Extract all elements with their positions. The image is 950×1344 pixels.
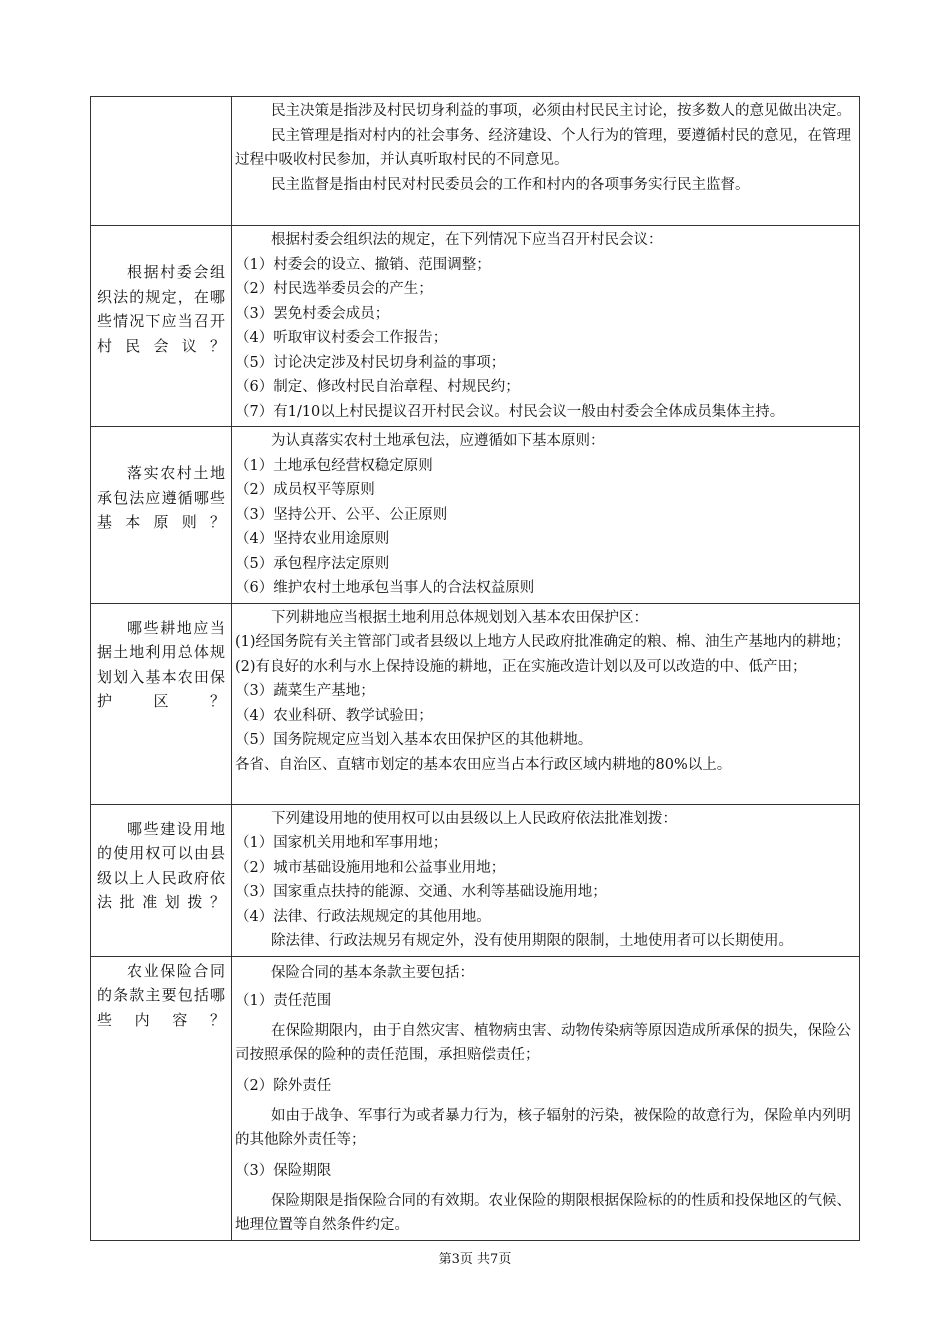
answer-line: 民主监督是指由村民对村民委员会的工作和村内的各项事务实行民主监督。 (271, 176, 750, 193)
answer-cell (232, 804, 860, 956)
answer-line: （3）蔬菜生产基地； (235, 683, 375, 699)
answer-cell (232, 427, 860, 604)
answer-line: （6）制定、修改村民自治章程、村规民约； (235, 379, 520, 395)
answer-line: 各省、自治区、直辖市划定的基本农田应当占本行政区域内耕地的80%以上。 (235, 756, 732, 773)
table-row (91, 97, 860, 226)
answer-line: 为认真落实农村土地承包法，应遵循如下基本原则： (271, 433, 605, 449)
answer-line: （5）讨论决定涉及村民切身利益的事项； (235, 354, 506, 371)
answer-line: 下列建设用地的使用权可以由县级以上人民政府依法批准划拨： (271, 810, 677, 827)
answer-line: 保险合同的基本条款主要包括： (271, 964, 474, 981)
answer-line: （1）国家机关用地和军事用地； (235, 835, 448, 851)
answer-line: （7）有1/10以上村民提议召开村民会议。村民会议一般由村委会全体成员集体主持。 (235, 403, 785, 420)
answer-line: （3）保险期限 (235, 1162, 332, 1179)
answer-line: （3）罢免村委会成员； (235, 305, 390, 322)
answer-line: （5）国务院规定应当划入基本农田保护区的其他耕地。 (235, 732, 593, 748)
answer-line: 如由于战争、军事行为或者暴力行为，核子辐射的污染，被保险的故意行为，保险单内列明的其他除外责任等； (235, 1107, 851, 1148)
answer-line: （2）村民选举委员会的产生； (235, 281, 433, 297)
question-cell (91, 427, 232, 604)
answer-line: 保险期限是指保险合同的有效期。农业保险的期限根据保险标的的性质和投保地区的气候、地理位置等自然条件约定。 (235, 1192, 851, 1233)
answer-cell (232, 226, 860, 427)
answer-cell (232, 97, 860, 226)
answer-line: (2)有良好的水利与水上保持设施的耕地，正在实施改造计划以及可以改造的中、低产田； (235, 658, 807, 675)
question-text: 农业保险合同的条款主要包括哪些内容？ (97, 961, 225, 1029)
table-row (91, 956, 860, 1240)
answer-line: （1）责任范围 (235, 992, 332, 1009)
table-row (91, 226, 860, 427)
question-text: 根据村委会组织法的规定，在哪些情况下应当召开村民会议？ (97, 263, 225, 355)
question-cell (91, 97, 232, 226)
answer-line: 在保险期限内，由于自然灾害、植物病虫害、动物传染病等原因造成所承保的损失，保险公司按照承保的险种的责任范围，承担赔偿责任； (235, 1022, 851, 1063)
answer-line: （4）坚持农业用途原则 (235, 531, 390, 547)
answer-line: （3）国家重点扶持的能源、交通、水利等基础设施用地； (235, 884, 607, 900)
answer-line: （1）土地承包经营权稳定原则 (235, 457, 433, 474)
question-cell (91, 804, 232, 956)
answer-line: （2）成员权平等原则 (235, 482, 375, 498)
answer-line: (1)经国务院有关主管部门或者县级以上地方人民政府批准确定的粮、棉、油生产基地内的耕地； (235, 634, 851, 650)
answer-line: 除法律、行政法规另有规定外，没有使用期限的限制，土地使用者可以长期使用。 (271, 933, 793, 949)
question-text: 落实农村土地承包法应遵循哪些基本原则？ (97, 464, 225, 531)
table-row (91, 603, 860, 804)
question-text: 哪些耕地应当据土地利用总体规划划入基本农田保护区？ (97, 618, 225, 710)
answer-line: （4）听取审议村委会工作报告； (235, 330, 448, 346)
question-text: 哪些建设用地的使用权可以由县级以上人民政府依法批准划拨？ (97, 819, 225, 911)
answer-line: 下列耕地应当根据土地利用总体规划划入基本农田保护区： (271, 609, 648, 626)
answer-line: （2）除外责任 (235, 1077, 332, 1094)
answer-cell (232, 956, 860, 1240)
table-row (91, 427, 860, 604)
answer-line: 根据村委会组织法的规定，在下列情况下应当召开村民会议： (271, 232, 663, 248)
question-cell (91, 956, 232, 1240)
answer-line: （5）承包程序法定原则 (235, 555, 390, 572)
question-cell (91, 603, 232, 804)
answer-cell (232, 603, 860, 804)
answer-line: 民主管理是指对村内的社会事务、经济建设、个人行为的管理，要遵循村民的意见，在管理过程中吸收村民参加，并认真听取村民的不同意见。 (235, 127, 851, 168)
answer-line: （4）法律、行政法规规定的其他用地。 (235, 908, 491, 925)
answer-line: （2）城市基础设施用地和公益事业用地； (235, 859, 506, 876)
answer-line: （4）农业科研、教学试验田； (235, 707, 433, 724)
question-cell (91, 226, 232, 427)
qa-table (90, 96, 860, 1241)
answer-line: 民主决策是指涉及村民切身利益的事项，必须由村民民主讨论，按多数人的意见做出决定。 (271, 103, 851, 119)
answer-line: （1）村委会的设立、撤销、范围调整； (235, 256, 491, 273)
page-footer: 第3页 共7页 (438, 1252, 512, 1267)
answer-line: （3）坚持公开、公平、公正原则 (235, 506, 448, 523)
answer-line: （6）维护农村土地承包当事人的合法权益原则 (235, 580, 535, 596)
table-row (91, 804, 860, 956)
